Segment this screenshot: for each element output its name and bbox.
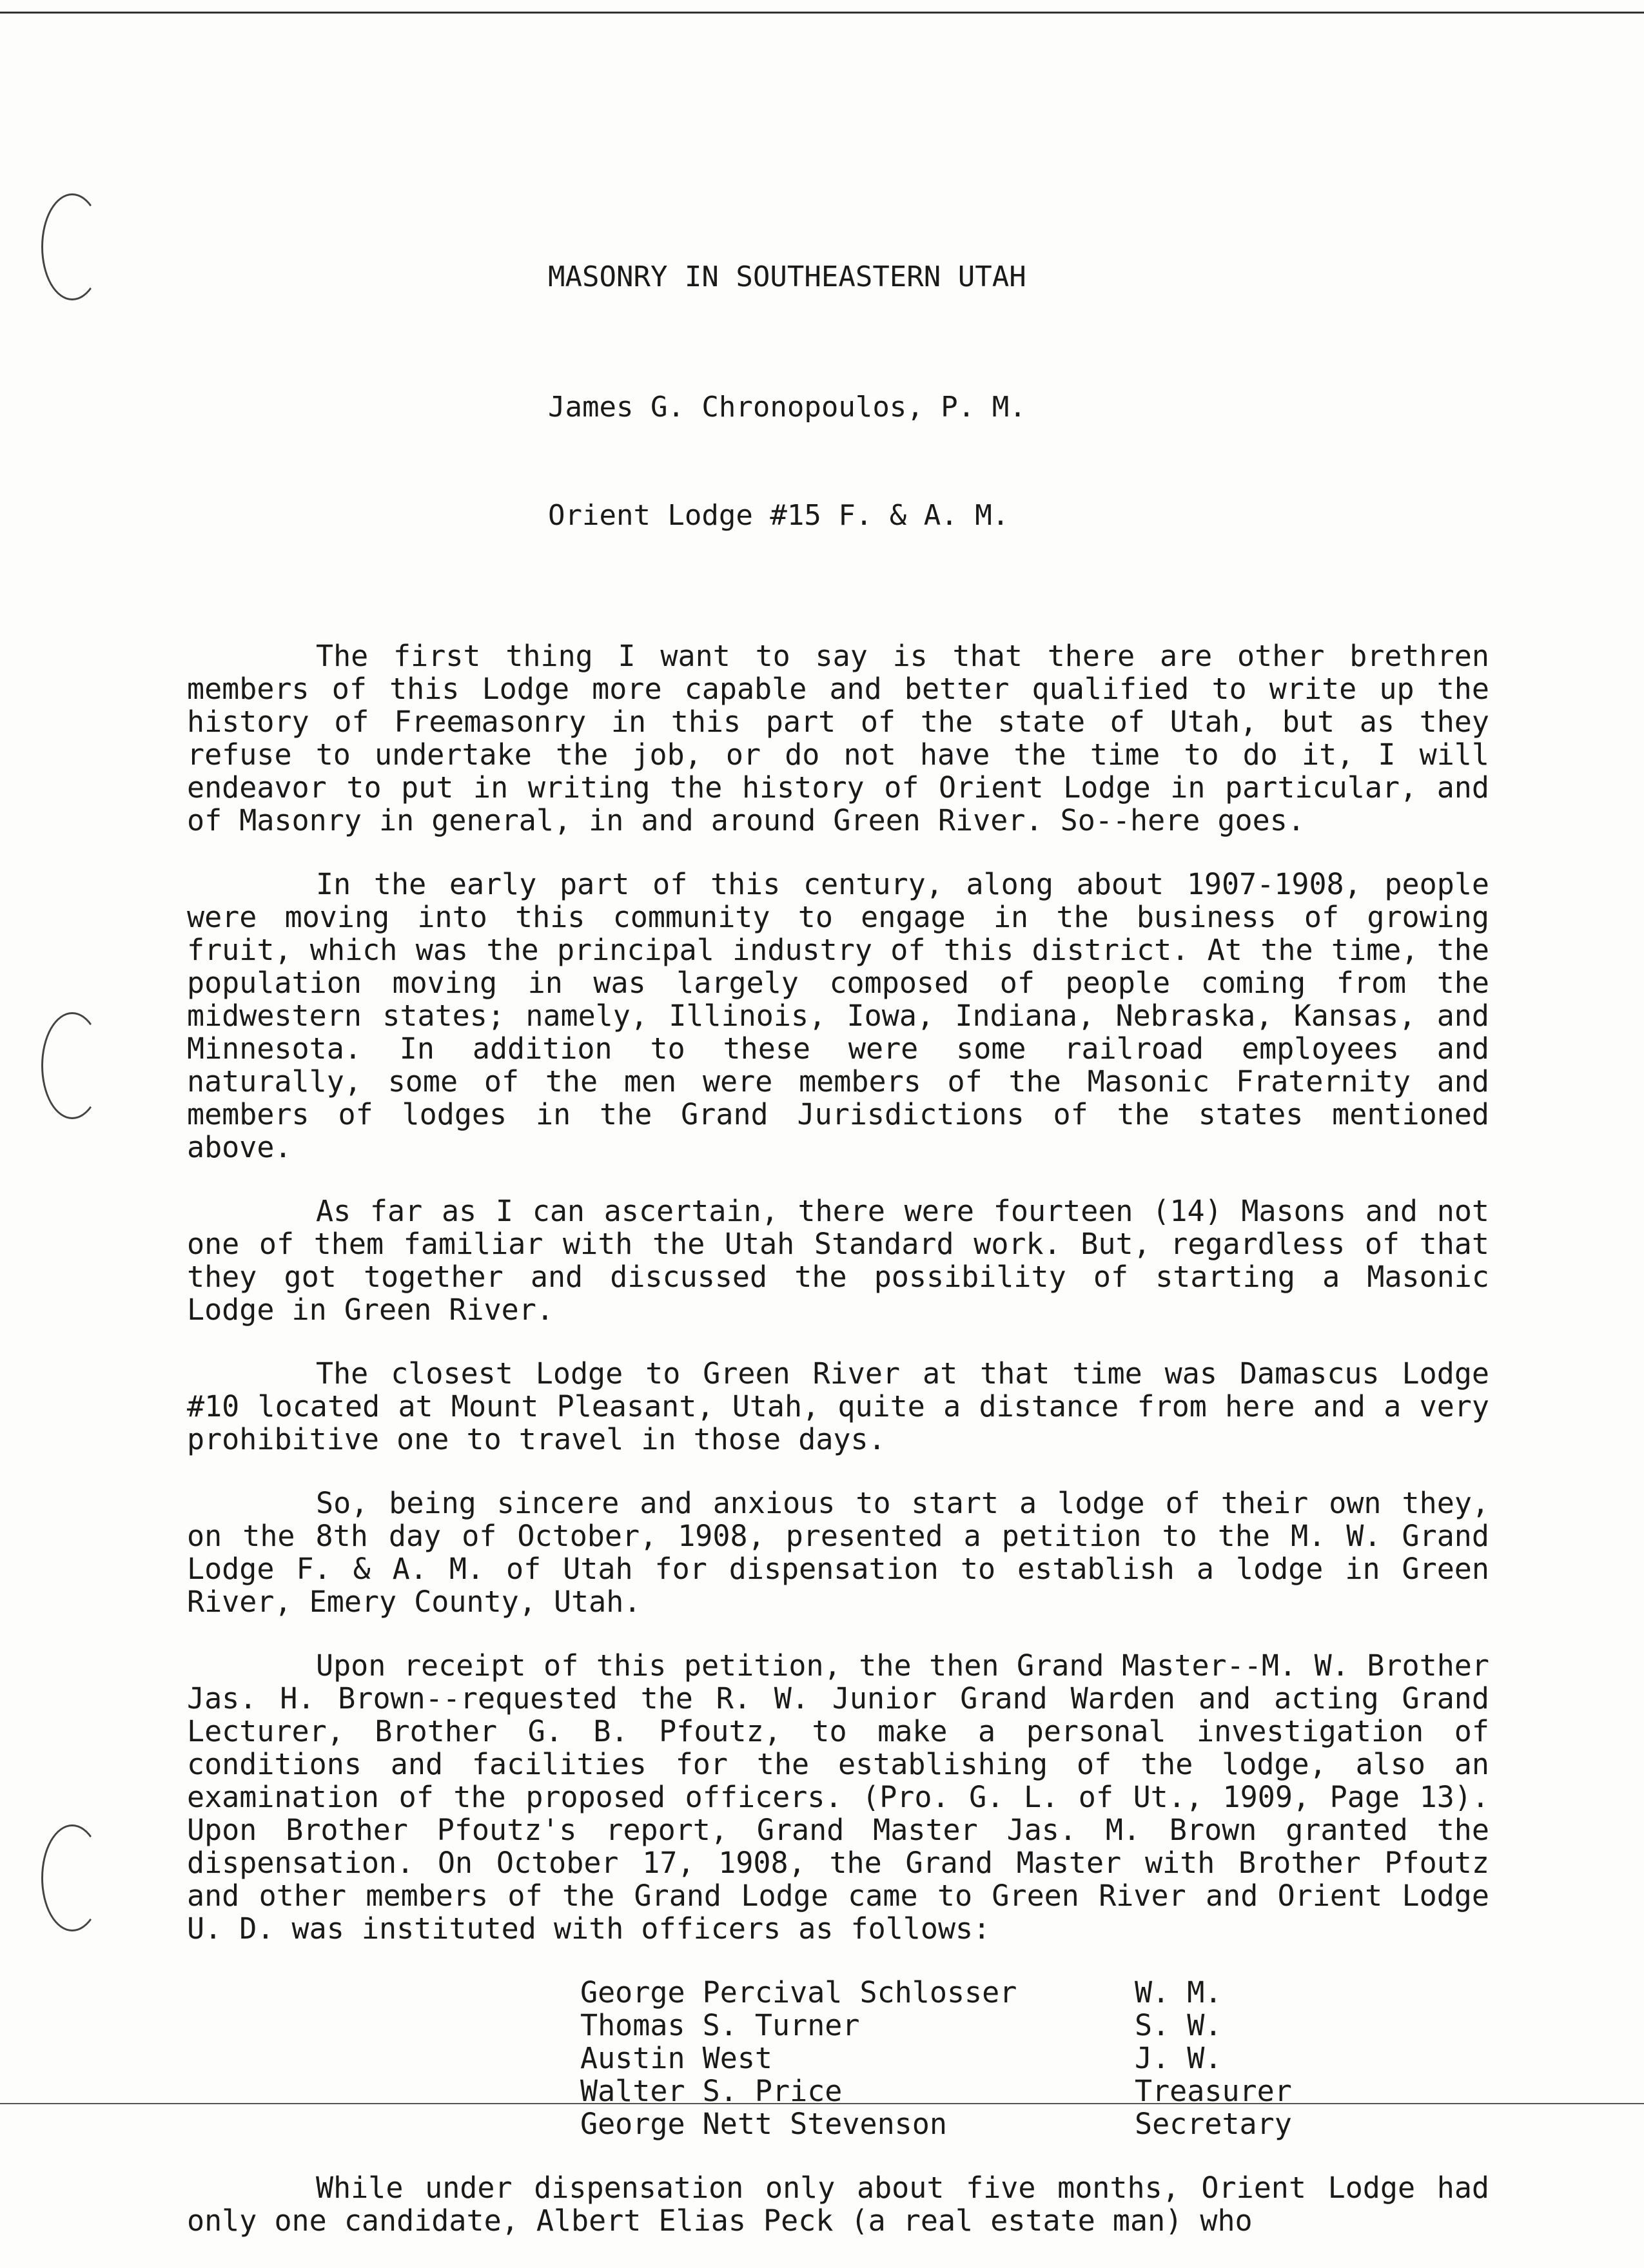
officer-name: Walter S. Price	[580, 2074, 843, 2108]
paragraph-closing: While under dispensation only about five months, Orient Lodge had only one candidate, Albert Elias Peck (a real estate man) who	[187, 2171, 1489, 2238]
officer-office: W. M.	[1135, 1975, 1222, 2009]
officer-row	[580, 2009, 1489, 2042]
officer-row	[580, 1976, 1489, 2009]
paragraph-4: The closest Lodge to Green River at that time was Damascus Lodge #10 located at Mount Pleasant, Utah, quite a distance from here and a very prohibitive one to travel in those days.	[187, 1356, 1489, 1456]
bottom-rule	[0, 2103, 1644, 2104]
officer-office: Secretary	[1135, 2107, 1292, 2141]
punch-hole-bottom	[41, 1824, 103, 1931]
officer-name: Thomas S. Turner	[580, 2008, 860, 2042]
officer-name: George Nett Stevenson	[580, 2107, 947, 2141]
paragraph-2: In the early part of this century, along about 1907-1908, people were moving into this community to engage in the business of growing fruit, which was the principal industry of this district. At the time, the population moving in was largely composed of people coming from the midwestern states; namely, Illinois, Iowa, Indiana, Nebraska, Kansas, and Minnesota. In addition to these were some railroad employees and naturally, some of the men were members of the Masonic Fraternity and members of lodges in the Grand Jurisdictions of the states mentioned above.	[187, 867, 1489, 1164]
officers-list	[580, 1976, 1489, 2140]
officer-row	[580, 2107, 1489, 2140]
punch-hole-top	[41, 193, 103, 300]
author-line: James G. Chronopoulos, P. M.	[548, 391, 1026, 424]
paragraph-6: Upon receipt of this petition, the then Grand Master--M. W. Brother Jas. H. Brown--requested the R. W. Junior Grand Warden and acting Grand Lecturer, Brother G. B. Pfoutz, to make a personal investigation of conditions and facilities for the establishing of the lodge, also an examination of the proposed officers. (Pro. G. L. of Ut., 1909, Page 13). Upon Brother Pfoutz's report, Grand Master Jas. M. Brown granted the dispensation. On October 17, 1908, the Grand Master with Brother Pfoutz and other members of the Grand Lodge came to Green River and Orient Lodge U. D. was instituted with officers as follows:	[187, 1648, 1489, 1946]
paragraph-5: So, being sincere and anxious to start a lodge of their own they, on the 8th day of October, 1908, presented a petition to the M. W. Grand Lodge F. & A. M. of Utah for dispensation to establish a lodge in Green River, Emery County, Utah.	[187, 1486, 1489, 1619]
officer-office: Treasurer	[1135, 2074, 1292, 2108]
document-header	[548, 187, 1489, 606]
officer-name: Austin West	[580, 2041, 773, 2075]
officer-row	[580, 2042, 1489, 2075]
lodge-line: Orient Lodge #15 F. & A. M.	[548, 499, 1010, 532]
punch-hole-middle	[41, 1012, 103, 1119]
officer-name: George Percival Schlosser	[580, 1975, 1017, 2009]
document-title: MASONRY IN SOUTHEASTERN UTAH	[548, 260, 1026, 293]
officer-office: J. W.	[1135, 2041, 1222, 2075]
paragraph-3: As far as I can ascertain, there were fourteen (14) Masons and not one of them familiar with the Utah Standard work. But, regardless of that they got together and discussed the possibility of starting a Masonic Lodge in Green River.	[187, 1194, 1489, 1327]
top-rule	[0, 12, 1644, 14]
paragraph-1: The first thing I want to say is that there are other brethren members of this Lodge more capable and better qualified to write up the history of Freemasonry in this part of the state of Utah, but as they refuse to undertake the job, or do not have the time to do it, I will endeavor to put in writing the history of Orient Lodge in particular, and of Masonry in general, in and around Green River. So--here goes.	[187, 639, 1489, 837]
officer-office: S. W.	[1135, 2008, 1222, 2042]
document-page	[187, 187, 1489, 2268]
